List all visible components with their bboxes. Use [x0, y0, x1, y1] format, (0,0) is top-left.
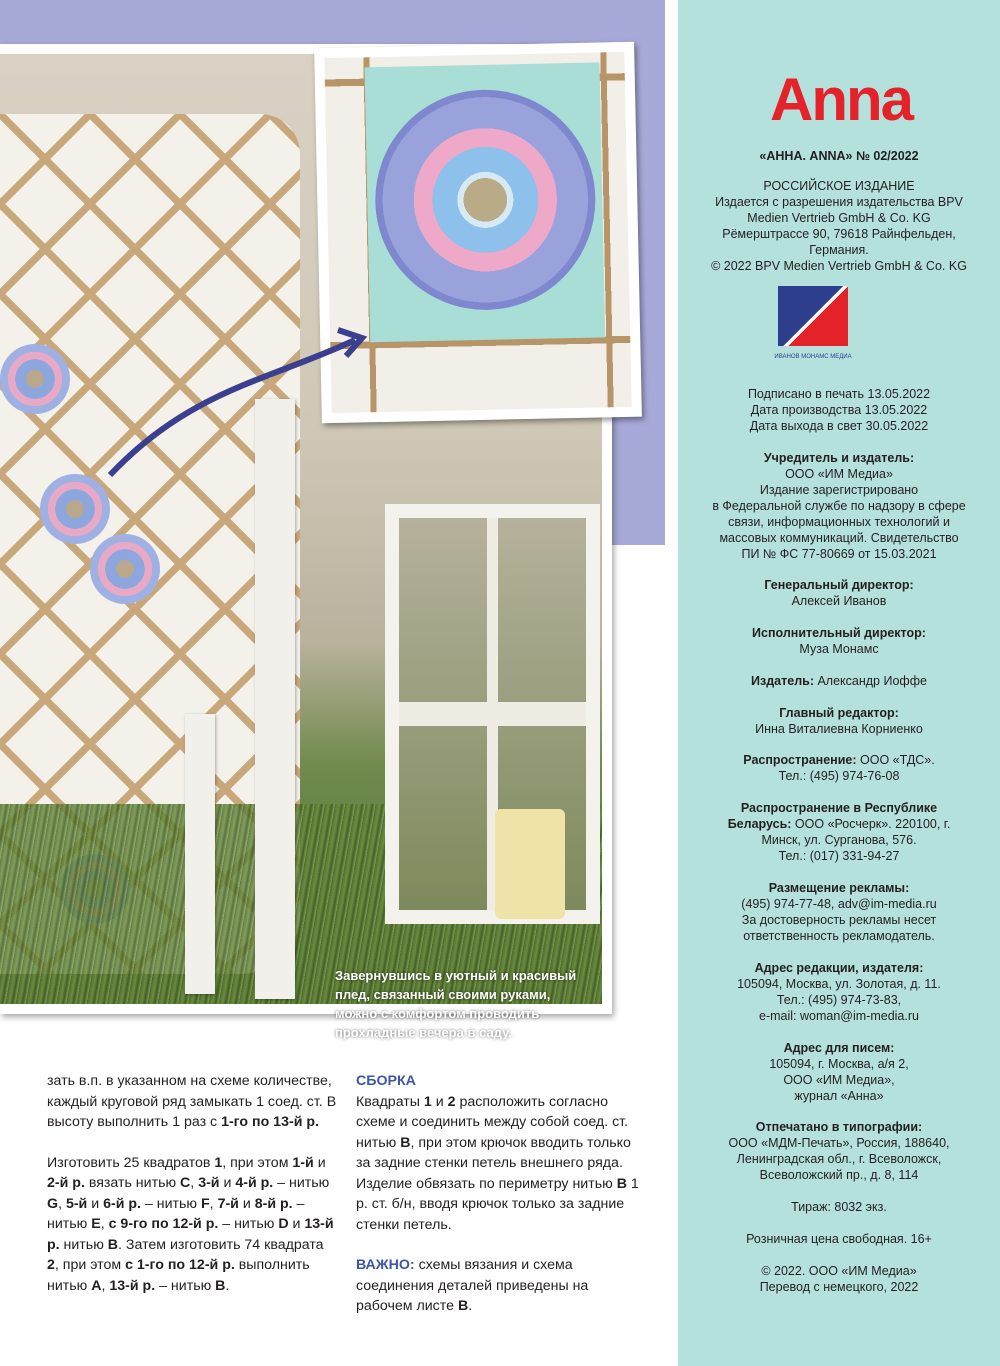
- founder-line: ООО «ИМ Медиа»: [785, 467, 893, 481]
- founder-title: Учредитель и издатель:: [763, 451, 915, 465]
- office-title: Адрес редакции, издателя:: [754, 961, 924, 975]
- text-run: ,: [100, 1216, 109, 1232]
- text-run: и: [238, 1195, 255, 1212]
- copyright-line: © 2022. ООО «ИМ Медиа»: [761, 1264, 917, 1278]
- text-run: , при этом: [222, 1154, 293, 1171]
- text-run: , при этом: [54, 1257, 126, 1273]
- distribution-text: ООО «ТДС».: [860, 753, 935, 767]
- founder-line: Издание зарегистрировано: [759, 483, 919, 497]
- text-run: 1: [423, 1093, 432, 1110]
- text-run: B: [457, 1298, 469, 1314]
- ads-block: [684, 880, 994, 944]
- instructions-paragraph: [47, 1071, 337, 1133]
- text-run: и: [87, 1195, 104, 1212]
- text-run: расположить согласно схеме и соединить между собой соед. ст. нитью: [356, 1093, 629, 1151]
- ads-line: За достоверность рекламы несет: [741, 913, 937, 927]
- text-run: .: [468, 1298, 473, 1314]
- distribution-belarus-address: Минск, ул. Сурганова, 576.: [761, 833, 917, 847]
- blanket-flower: [0, 344, 70, 414]
- imprint-line: Рёмерштрассе 90, 79618 Райнфельден,: [722, 227, 956, 241]
- text-run: B: [400, 1134, 411, 1151]
- text-run: Квадраты: [356, 1093, 424, 1110]
- copyright-block: [684, 1263, 994, 1295]
- text-run: зать в.п. в указанном на схеме количестве, каждый круговой ряд замыкать 1 соед. ст. В высоту выполнить 1 раз с: [47, 1073, 337, 1130]
- text-run: ,: [58, 1195, 66, 1212]
- text-run: . Затем изготовить 74 квадрата: [118, 1236, 324, 1253]
- text-run: B: [215, 1277, 226, 1294]
- text-run: 6-й р.: [103, 1195, 141, 1212]
- text-run: ,: [190, 1175, 199, 1191]
- text-run: нитью: [59, 1236, 108, 1253]
- chair-leg: [185, 714, 215, 994]
- text-run: и: [288, 1216, 305, 1232]
- date-line: Дата производства 13.05.2022: [750, 403, 928, 417]
- text-run: 2: [447, 1093, 456, 1110]
- distribution-block: [684, 752, 994, 784]
- editor-block: [684, 705, 994, 737]
- mail-title: Адрес для писем:: [783, 1041, 895, 1055]
- distribution-belarus-block: [684, 800, 994, 864]
- circulation: Тираж: 8032 экз.: [791, 1200, 887, 1214]
- candle: [495, 809, 565, 919]
- publisher-logo-text: ИВАНОВ МОНАМС МЕДИА: [774, 354, 852, 360]
- text-run: 1: [214, 1154, 223, 1171]
- general-director-name: Алексей Иванов: [791, 594, 887, 608]
- imprint-line: РОССИЙСКОЕ ИЗДАНИЕ: [763, 179, 915, 193]
- publisher-name: Александр Иоффе: [817, 674, 927, 688]
- executive-director-title: Исполнительный директор:: [752, 626, 926, 640]
- instructions-column-2: [356, 1071, 646, 1337]
- lantern: [385, 504, 600, 924]
- text-run: .: [225, 1277, 230, 1294]
- blanket-flower: [40, 474, 110, 544]
- distribution-belarus-text: ООО «Росчерк». 220100, г.: [794, 817, 951, 831]
- dates-block: [684, 386, 994, 434]
- founder-line: массовых коммуникаций. Свидетельство: [719, 531, 959, 545]
- founder-line: ПИ № ФС 77-80669 от 15.03.2021: [741, 547, 937, 561]
- imprint-block: [684, 178, 994, 274]
- general-director-title: Генеральный директор:: [764, 578, 914, 592]
- chair-post: [255, 399, 295, 999]
- editor-title: Главный редактор:: [779, 706, 899, 720]
- text-run: D: [278, 1216, 289, 1232]
- text-run: 1 р. ст. б/н, вводя крючок только за задние стенки петель.: [356, 1175, 639, 1233]
- text-run: и: [313, 1154, 326, 1171]
- text-run: B: [616, 1175, 627, 1192]
- text-run: 2-й р.: [47, 1175, 85, 1191]
- text-run: выполнить нитью: [47, 1257, 310, 1294]
- distribution-title: Распространение:: [743, 753, 857, 767]
- text-run: E: [91, 1216, 101, 1232]
- text-run: 1-й: [292, 1154, 314, 1171]
- text-run: схемы вязания и схема соединения деталей приведены на рабочем листе: [356, 1257, 589, 1314]
- text-run: 7-й: [217, 1195, 239, 1212]
- general-director-block: [684, 577, 994, 609]
- office-line: 105094, Москва, ул. Золотая, д. 11.: [737, 977, 941, 991]
- ads-line: (495) 974-77-48, adv@im-media.ru: [741, 897, 937, 911]
- text-run: ,: [209, 1195, 218, 1212]
- founder-block: [684, 450, 994, 562]
- copyright-line: Перевод с немецкого, 2022: [759, 1280, 919, 1294]
- text-run: – нитью: [218, 1216, 279, 1232]
- printed-block: [684, 1119, 994, 1183]
- issue-number: «АННА. ANNA» № 02/2022: [759, 149, 919, 163]
- text-run: , при этом крючок вводить только за задние стенки петель внешнего ряда. Изделие обвязать по периметру нитью: [356, 1134, 631, 1192]
- instructions-paragraph: [47, 1153, 337, 1297]
- editor-name: Инна Виталиевна Корниенко: [755, 722, 923, 736]
- date-line: Дата выхода в свет 30.05.2022: [749, 419, 929, 433]
- imprint-line: Германия.: [809, 243, 869, 257]
- office-line: Тел.: (495) 974-73-83,: [776, 993, 902, 1007]
- blanket-flower: [90, 534, 160, 604]
- mail-line: ООО «ИМ Медиа»,: [783, 1073, 895, 1087]
- imprint-line: Издается с разрешения издательства BPV: [715, 195, 963, 209]
- text-run: B: [107, 1236, 119, 1253]
- distribution-belarus-phone: Тел.: (017) 331-94-27: [778, 849, 900, 863]
- office-block: [684, 960, 994, 1024]
- ivanov-monams-media-logo: [778, 286, 848, 346]
- mail-block: [684, 1040, 994, 1104]
- text-run: – нитью: [155, 1277, 216, 1294]
- printed-line: Всеволожский пр., д. 8, 114: [759, 1168, 919, 1182]
- printed-title: Отпечатано в типографии:: [755, 1120, 923, 1134]
- photo-caption: Завернувшись в уютный и красивый плед, связанный своими руками, можно с комфортом проводить прохладные вечера в саду.: [335, 968, 577, 1040]
- assembly-paragraph: [356, 1092, 646, 1236]
- ads-title: Размещение рекламы:: [768, 881, 910, 895]
- ads-line: ответственность рекламодатель.: [743, 929, 935, 943]
- text-run: с 1-го по 12-й р.: [125, 1257, 235, 1273]
- text-run: – нитью: [273, 1175, 330, 1191]
- distribution-belarus-title: Распространение в Республике: [740, 801, 938, 815]
- pointer-arrow-icon: [100, 320, 370, 480]
- text-run: C: [180, 1175, 191, 1191]
- price: Розничная цена свободная. 16+: [746, 1232, 932, 1246]
- text-run: 5-й: [65, 1195, 88, 1212]
- text-run: и: [219, 1175, 236, 1191]
- motif-closeup: [324, 52, 631, 413]
- executive-director-block: [684, 625, 994, 657]
- text-run: 1-го по 13-й р.: [221, 1114, 319, 1130]
- text-run: A: [91, 1277, 102, 1294]
- text-run: вязать нитью: [84, 1175, 181, 1191]
- text-run: G: [47, 1195, 59, 1212]
- text-run: 3-й: [198, 1175, 220, 1191]
- distribution-belarus-country: Беларусь:: [727, 817, 792, 831]
- imprint-line: Medien Vertrieb GmbH & Co. KG: [747, 211, 931, 225]
- text-run: и: [431, 1093, 448, 1110]
- founder-line: в Федеральной службе по надзору в сфере: [712, 499, 966, 513]
- text-run: ,: [101, 1277, 110, 1294]
- anna-logo: Anna: [770, 66, 912, 133]
- distribution-phone: Тел.: (495) 974-76-08: [778, 769, 900, 783]
- text-run: 13-й р.: [47, 1216, 334, 1253]
- printed-line: Ленинградская обл., г. Всеволожск,: [736, 1152, 942, 1166]
- imprint-sidebar: [678, 0, 1000, 1366]
- text-run: 13-й р.: [109, 1277, 156, 1294]
- text-run: 2: [47, 1257, 55, 1273]
- text-run: – нитью: [140, 1195, 201, 1212]
- text-run: 8-й р.: [254, 1195, 293, 1212]
- text-run: с 9-го по 12-й р.: [108, 1216, 219, 1232]
- instructions-column-1: [47, 1071, 337, 1316]
- mail-line: 105094, г. Москва, а/я 2,: [769, 1057, 909, 1071]
- date-line: Подписано в печать 13.05.2022: [747, 387, 931, 401]
- publisher-block: [684, 673, 994, 689]
- mail-line: журнал «Анна»: [794, 1089, 884, 1103]
- text-run: – нитью: [47, 1195, 305, 1232]
- important-note: [356, 1255, 646, 1317]
- printed-line: ООО «МДМ-Печать», Россия, 188640,: [728, 1136, 950, 1150]
- text-run: Изготовить 25 квадратов: [47, 1154, 215, 1171]
- publisher-title: Издатель:: [751, 674, 814, 688]
- important-label: ВАЖНО:: [356, 1257, 415, 1273]
- text-run: 4-й р.: [235, 1175, 274, 1191]
- imprint-line: © 2022 BPV Medien Vertrieb GmbH & Co. KG: [711, 259, 967, 273]
- text-run: F: [201, 1195, 210, 1212]
- assembly-heading: СБОРКА: [356, 1073, 416, 1089]
- founder-line: связи, информационных технологий и: [728, 515, 950, 529]
- executive-director-name: Муза Монамс: [799, 642, 879, 656]
- office-email: e-mail: woman@im-media.ru: [759, 1009, 919, 1023]
